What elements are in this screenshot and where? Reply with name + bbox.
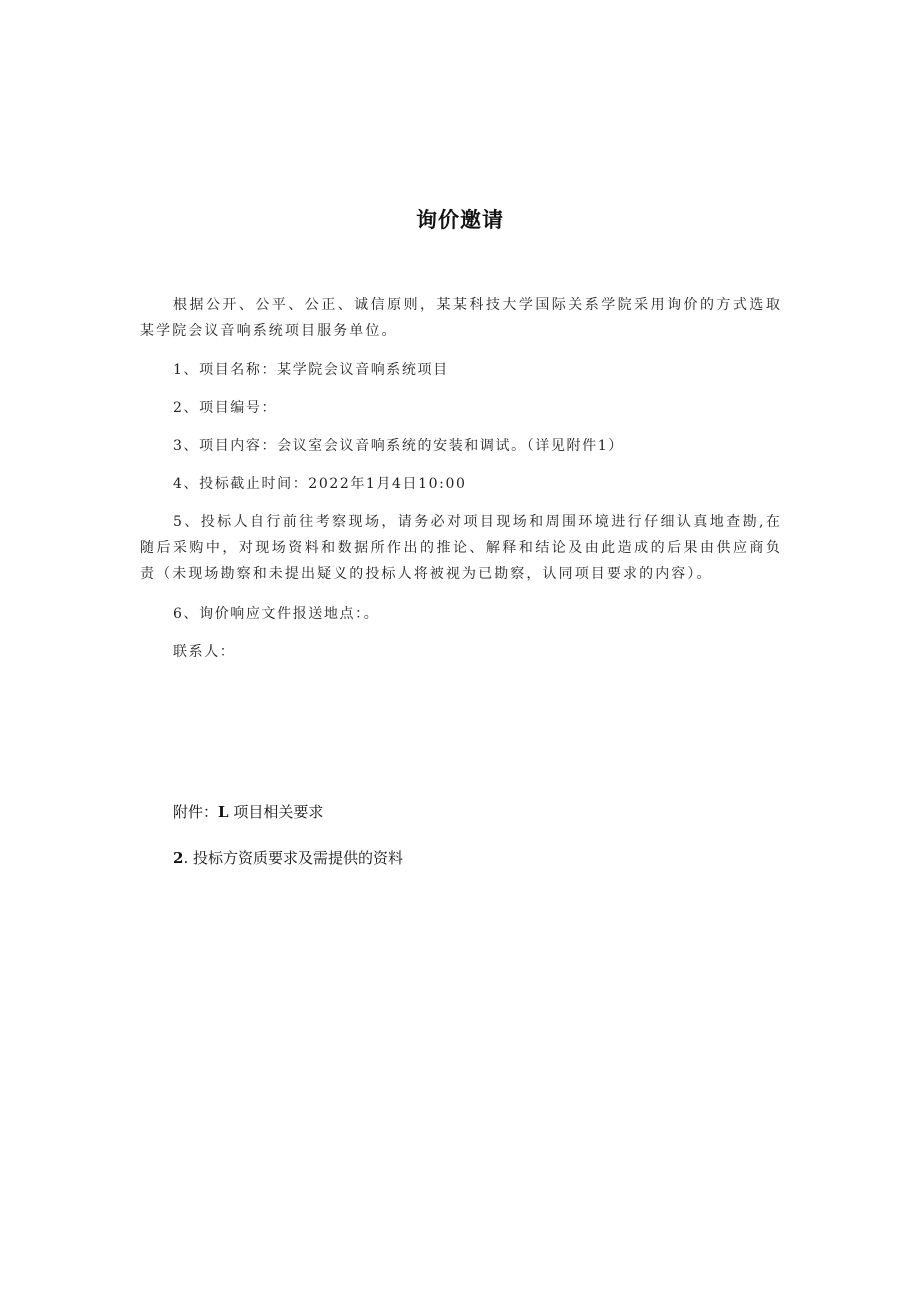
attachment-line-2 xyxy=(173,846,403,870)
item-site-inspection xyxy=(140,509,782,587)
intro-paragraph xyxy=(140,292,782,344)
attachment-1-text: 项目相关要求 xyxy=(233,803,324,821)
item-contact-person: 联系人： xyxy=(173,644,236,660)
intro-text: 根据公开、公平、公正、诚信原则，某某科技大学国际关系学院采用询价的方式选取某学院会议音响系统项目服务单位。 xyxy=(140,297,782,339)
attachment-1-number: L xyxy=(218,803,229,821)
item-submission-location: 6、询价响应文件报送地点：。 xyxy=(173,606,380,622)
item-project-content: 3、项目内容：会议室会议音响系统的安装和调试。（详见附件1） xyxy=(173,438,624,454)
attachment-2-number: 2 xyxy=(173,849,184,867)
document-title: 询价邀请 xyxy=(416,208,504,232)
attachment-label: 附件： xyxy=(173,803,219,821)
item-project-name: 1、项目名称：某学院会议音响系统项目 xyxy=(173,362,449,378)
site-inspection-text: 5、投标人自行前往考察现场，请务必对项目现场和周围环境进行仔细认真地查勘,在随后采购中，对现场资料和数据所作出的推论、解释和结论及由此造成的后果由供应商负责（未现场勘察和未提出疑义的投标人将被视为已勘察，认同项目要求的内容）。 xyxy=(140,514,782,582)
item-deadline: 4、投标截止时间：2022年1月4日10:00 xyxy=(173,476,467,492)
attachment-2-text: . 投标方资质要求及需提供的资料 xyxy=(183,849,403,867)
item-project-number: 2、项目编号： xyxy=(173,400,278,416)
attachment-line-1 xyxy=(173,800,323,824)
